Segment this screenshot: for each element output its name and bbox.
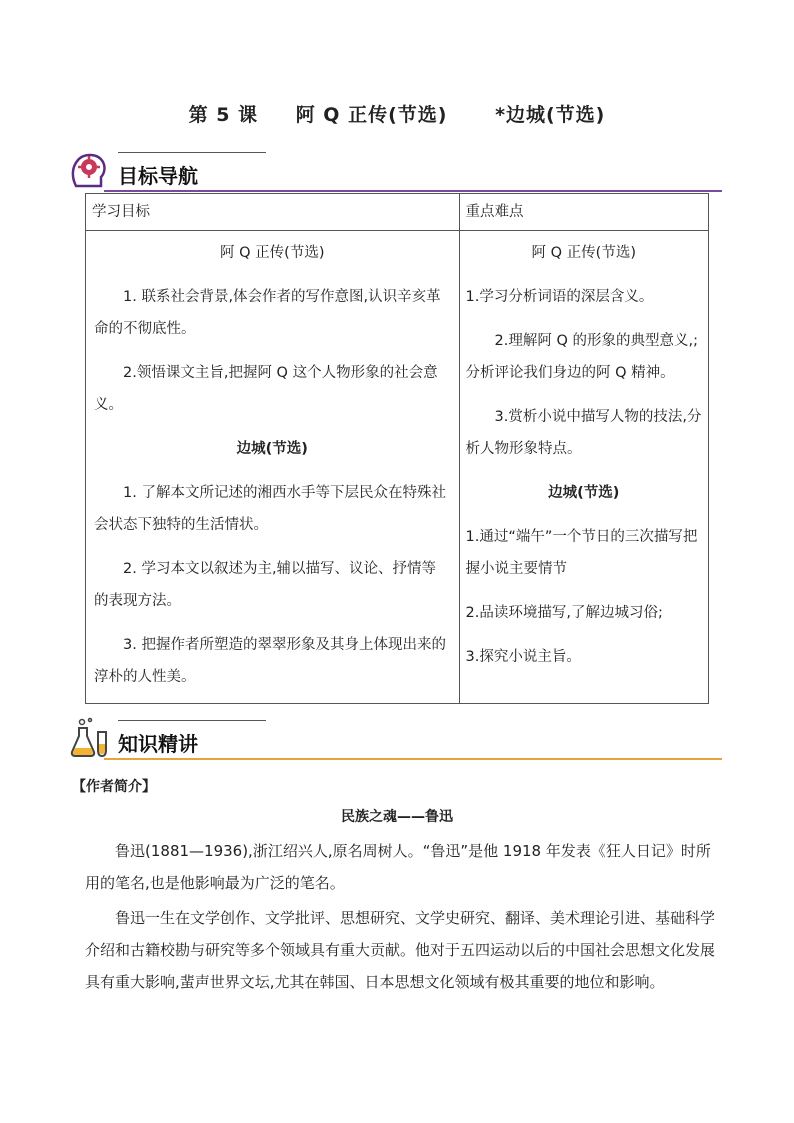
left-subtitle-1: 阿 Q 正传(节选): [220, 245, 325, 261]
author-paragraph-1: [85, 835, 725, 899]
goals-cell: [86, 231, 460, 704]
header-top-rule: [118, 152, 266, 153]
col-header-key-points: 重点难点: [459, 194, 708, 231]
lesson-number: 第 5 课: [188, 104, 259, 126]
paragraph-text: 鲁迅一生在文学创作、文学批评、思想研究、文学史研究、翻译、美术理论引进、基础科学介绍和古籍校勘与研究等多个领域具有重大贡献。他对于五四运动以后的中国社会思想文化发展具有重大影响,蜚声世界文坛,尤其在韩国、日本思想文化领域有极其重要的地位和影响。: [85, 909, 716, 991]
header-divider: [104, 758, 722, 760]
section-knowledge-title: 知识精讲: [118, 732, 198, 756]
right-item: 2.理解阿 Q 的形象的典型意义,;分析评论我们身边的阿 Q 精神。: [465, 333, 698, 381]
lab-flask-icon: [68, 716, 112, 760]
key-points-cell: [459, 231, 708, 704]
lesson-title-1: 阿 Q 正传(节选): [295, 104, 448, 126]
right-item: 3.赏析小说中描写人物的技法,分析人物形象特点。: [465, 409, 702, 457]
page-title: [0, 100, 794, 127]
author-intro-label: 【作者简介】: [72, 779, 156, 795]
left-item: 1. 了解本文所记述的湘西水手等下层民众在特殊社会状态下独特的生活情状。: [94, 485, 446, 533]
author-subtitle: 民族之魂——鲁迅: [341, 809, 453, 825]
col-header-goals: 学习目标: [86, 194, 460, 231]
left-subtitle-2: 边城(节选): [236, 441, 308, 457]
right-item: 2.品读环境描写,了解边城习俗;: [465, 605, 663, 621]
right-subtitle-1: 阿 Q 正传(节选): [531, 245, 636, 261]
left-item: 1. 联系社会背景,体会作者的写作意图,认识辛亥革命的不彻底性。: [94, 289, 441, 337]
header-divider: [104, 190, 722, 192]
right-subtitle-2: 边城(节选): [548, 485, 620, 501]
paragraph-text: 鲁迅(1881—1936),浙江绍兴人,原名周树人。“鲁迅”是他 1918 年发表《狂人日记》时所用的笔名,也是他影响最为广泛的笔名。: [85, 842, 711, 892]
section-goals-title: 目标导航: [118, 164, 198, 188]
lesson-title-2: *边城(节选): [495, 104, 606, 126]
goals-table: [85, 193, 709, 704]
table-header-row: [86, 194, 709, 231]
table-row: [86, 231, 709, 704]
header-top-rule: [118, 720, 266, 721]
left-item: 2. 学习本文以叙述为主,辅以描写、议论、抒情等的表现方法。: [94, 561, 437, 609]
right-item: 1.学习分析词语的深层含义。: [465, 289, 654, 305]
right-item: 1.通过“端午”一个节日的三次描写把握小说主要情节: [465, 529, 698, 577]
right-item: 3.探究小说主旨。: [465, 649, 581, 665]
left-item: 3. 把握作者所塑造的翠翠形象及其身上体现出来的淳朴的人性美。: [94, 637, 446, 685]
section-goals-header: [68, 148, 722, 192]
left-item: 2.领悟课文主旨,把握阿 Q 这个人物形象的社会意义。: [94, 365, 438, 413]
author-paragraph-2: [85, 902, 725, 998]
section-knowledge-header: [68, 716, 722, 760]
brain-gear-icon: [68, 148, 112, 192]
